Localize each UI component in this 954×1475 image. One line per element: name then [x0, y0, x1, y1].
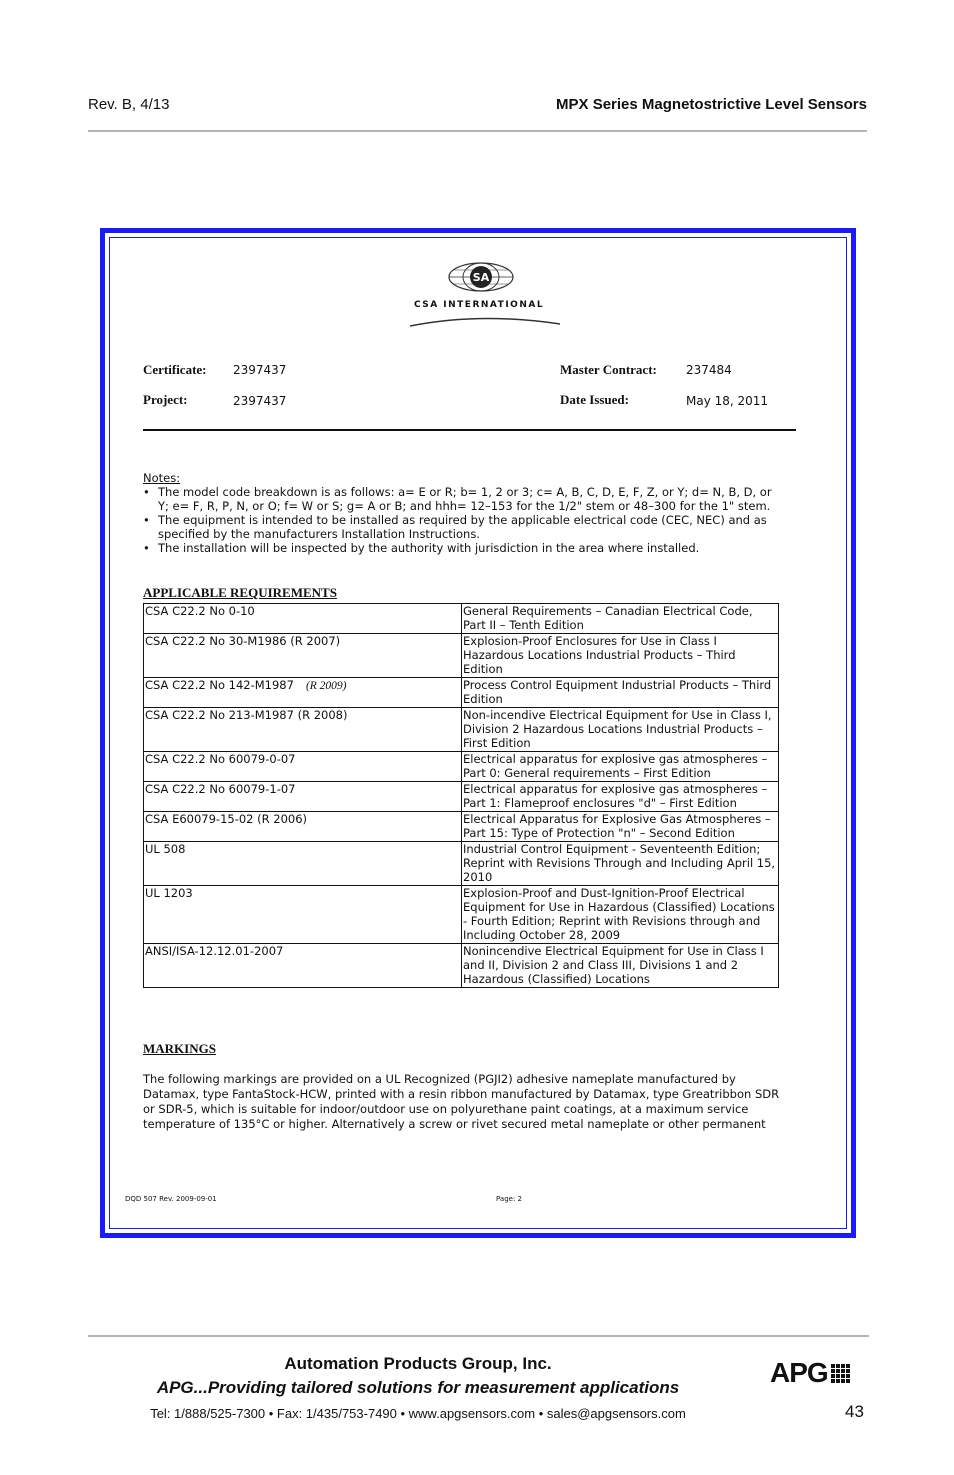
table-row — [144, 678, 779, 708]
table-row — [144, 708, 779, 752]
description-cell: General Requirements – Canadian Electrical Code, Part II – Tenth Edition — [462, 604, 779, 634]
document-title: MPX Series Magnetostrictive Level Sensors — [556, 96, 867, 113]
table-row — [144, 842, 779, 886]
header-divider — [88, 130, 867, 132]
table-row — [144, 634, 779, 678]
description-cell: Electrical apparatus for explosive gas atmospheres – Part 0: General requirements – First Edition — [462, 752, 779, 782]
project-value: 2397437 — [233, 394, 287, 408]
description-cell: Explosion-Proof Enclosures for Use in Class I Hazardous Locations Industrial Products – Third Edition — [462, 634, 779, 678]
revision-label: Rev. B, 4/13 — [88, 96, 170, 113]
notes-title: Notes: — [143, 471, 181, 485]
description-cell: Nonincendive Electrical Equipment for Use in Class I and II, Division 2 and Class III, Divisions 1 and 2 Hazardous (Classified) Locations — [462, 944, 779, 988]
table-row — [144, 782, 779, 812]
description-cell: Non-incendive Electrical Equipment for Use in Class I, Division 2 Hazardous Locations Industrial Products – First Edition — [462, 708, 779, 752]
standard-cell: CSA C22.2 No 0-10 — [144, 604, 462, 634]
certificate-page-label: Page: 2 — [496, 1195, 522, 1203]
footer-divider — [88, 1335, 869, 1337]
master-contract-label: Master Contract: — [560, 362, 657, 377]
table-row — [144, 886, 779, 944]
apg-logo — [770, 1358, 850, 1388]
page-header — [88, 96, 867, 118]
csa-emblem-icon — [410, 260, 570, 330]
note-item: • The equipment is intended to be installed as required by the applicable electrical code (CEC, NEC) and as specified by the manufacturers Installation Instructions. — [143, 513, 783, 541]
table-row — [144, 944, 779, 988]
table-row — [144, 812, 779, 842]
certificate-value: 2397437 — [233, 363, 287, 377]
requirements-table — [143, 603, 779, 988]
apg-logo-text: APG — [770, 1357, 828, 1388]
standard-cell: CSA C22.2 No 30-M1986 (R 2007) — [144, 634, 462, 678]
date-issued-label: Date Issued: — [560, 392, 629, 407]
certificate-label: Certificate: — [143, 362, 207, 377]
contact-info: Tel: 1/888/525-7300 • Fax: 1/435/753-7490 • www.apgsensors.com • sales@apgsensors.com — [150, 1406, 686, 1421]
standard-cell: CSA C22.2 No 142-M1987 (R 2009) — [144, 678, 462, 708]
table-row — [144, 752, 779, 782]
standard-cell: UL 1203 — [144, 886, 462, 944]
date-issued-value: May 18, 2011 — [686, 394, 769, 408]
notes-section — [143, 471, 783, 555]
requirements-heading: APPLICABLE REQUIREMENTS — [143, 585, 337, 600]
markings-text: The following markings are provided on a UL Recognized (PGJI2) adhesive nameplate manufactured by Datamax, type FantaStock-HCW, printed with a resin ribbon manufactured by Datamax, type Greatribbon SDR or SDR-5, which is suitable for indoor/outdoor use on polyurethane paint coatings, at a maximum service temperature of 135°C or higher. Alternatively a screw or rivet secured metal nameplate or other permanent — [143, 1072, 780, 1131]
csa-logo-text: CSA INTERNATIONAL — [413, 300, 545, 310]
master-contract-value: 237484 — [686, 363, 732, 377]
meta-divider — [143, 429, 796, 431]
description-cell: Electrical Apparatus for Explosive Gas Atmospheres – Part 15: Type of Protection "n" – Second Edition — [462, 812, 779, 842]
apg-grid-icon — [831, 1364, 850, 1383]
description-cell: Electrical apparatus for explosive gas atmospheres – Part 1: Flameproof enclosures "d" – First Edition — [462, 782, 779, 812]
reaffirmation-note: (R 2009) — [305, 680, 347, 692]
note-item: • The model code breakdown is as follows: a= E or R; b= 1, 2 or 3; c= A, B, C, D, E, F, Z, or Y; d= N, B, D, or Y; e= F, R, P, N, or O; f= W or S; g= A or B; and hhh= 12–153 for the 1/2" stem or 48–300 for the 1" stem. — [143, 485, 783, 513]
notes-list — [143, 485, 783, 555]
standard-cell: CSA C22.2 No 60079-1-07 — [144, 782, 462, 812]
csa-logo — [410, 260, 570, 330]
description-cell: Process Control Equipment Industrial Products – Third Edition — [462, 678, 779, 708]
certificate-inner — [109, 237, 847, 1229]
description-cell: Industrial Control Equipment - Seventeenth Edition; Reprint with Revisions Through and Including April 15, 2010 — [462, 842, 779, 886]
standard-cell: CSA E60079-15-02 (R 2006) — [144, 812, 462, 842]
markings-heading: MARKINGS — [143, 1041, 216, 1056]
standard-cell: ANSI/ISA-12.12.01-2007 — [144, 944, 462, 988]
standard-cell: CSA C22.2 No 213-M1987 (R 2008) — [144, 708, 462, 752]
standard-cell: CSA C22.2 No 60079-0-07 — [144, 752, 462, 782]
description-cell: Explosion-Proof and Dust-Ignition-Proof Electrical Equipment for Use in Hazardous (Classified) Locations - Fourth Edition; Reprint with Revisions through and Including October 28, 2009 — [462, 886, 779, 944]
table-row — [144, 604, 779, 634]
certificate-frame — [100, 228, 856, 1238]
form-id: DQD 507 Rev. 2009-09-01 — [125, 1195, 217, 1203]
page-number: 43 — [845, 1402, 864, 1421]
company-tagline: APG...Providing tailored solutions for measurement applications — [156, 1378, 680, 1397]
project-label: Project: — [143, 392, 188, 407]
svg-text:SA: SA — [472, 271, 490, 284]
standard-cell: UL 508 — [144, 842, 462, 886]
company-name: Automation Products Group, Inc. — [284, 1354, 552, 1373]
note-item: • The installation will be inspected by the authority with jurisdiction in the area where installed. — [143, 541, 783, 555]
